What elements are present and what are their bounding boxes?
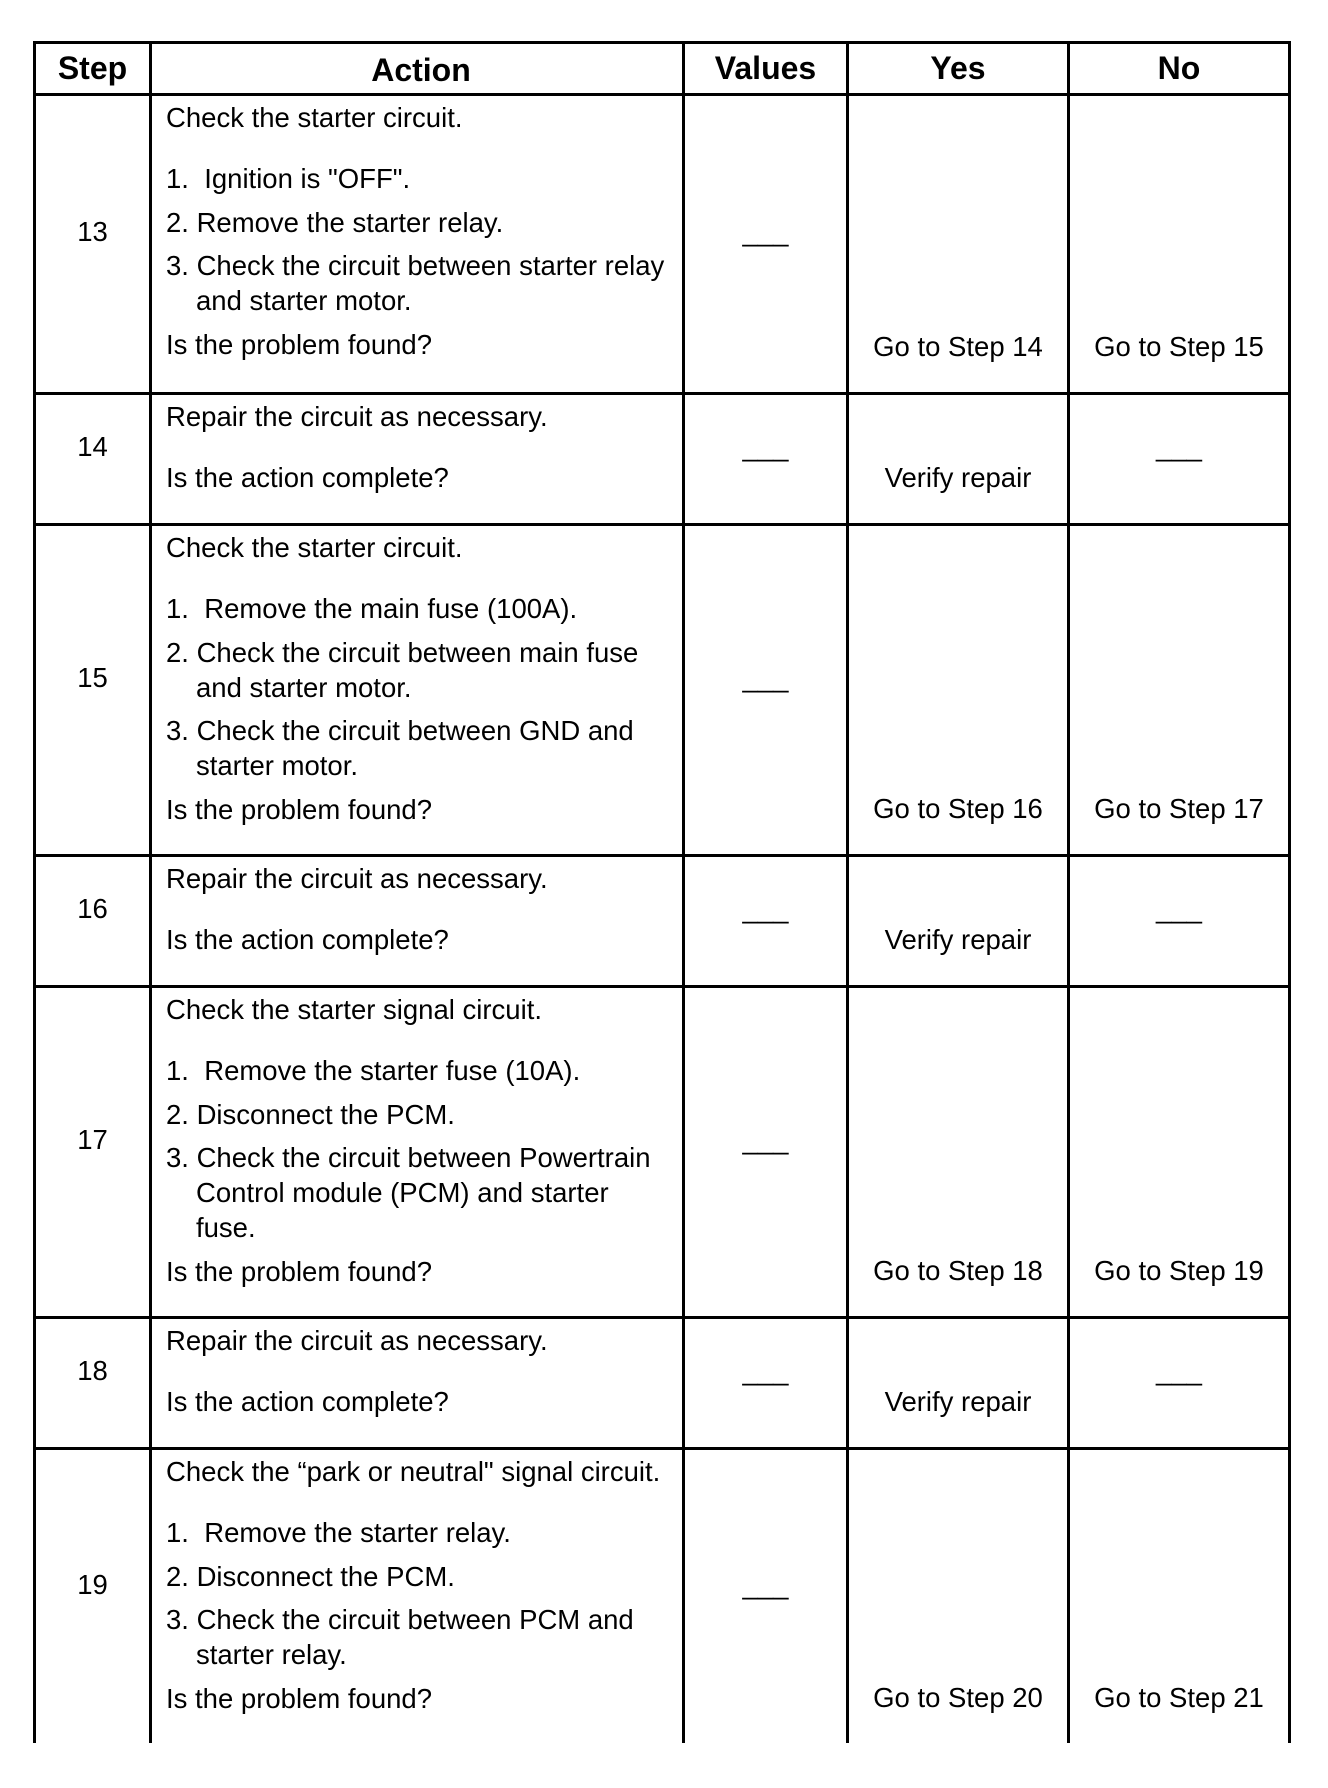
action-question: Is the problem found?	[166, 1682, 433, 1714]
action-cell	[149, 96, 682, 392]
action-intro: Check the starter signal circuit.	[166, 994, 542, 1025]
yes-result: Go to Step 18	[873, 1255, 1043, 1286]
yes-result: Go to Step 14	[873, 331, 1043, 362]
action-question: Is the problem found?	[166, 1255, 433, 1287]
action-intro: Repair the circuit as necessary.	[166, 1325, 548, 1356]
yes-cell	[846, 988, 1067, 1316]
values-cell	[682, 857, 846, 985]
values-text: ___	[742, 1568, 789, 1600]
step-row	[36, 857, 1288, 988]
action-line: and starter motor.	[196, 671, 412, 703]
action-cell	[149, 988, 682, 1316]
step-row	[36, 395, 1288, 526]
action-line: fuse.	[196, 1212, 256, 1244]
table-header-row	[36, 44, 1288, 96]
action-list-item	[166, 1097, 676, 1132]
step-number-cell	[36, 96, 149, 392]
step-number-cell	[36, 395, 149, 523]
header-yes: Yes	[846, 44, 1067, 93]
action-list-item	[166, 248, 676, 318]
action-line: starter relay.	[196, 1639, 347, 1671]
step-row	[36, 988, 1288, 1319]
no-result: Go to Step 19	[1094, 1255, 1264, 1286]
step-number-cell	[36, 1319, 149, 1447]
action-list-item	[166, 1515, 676, 1550]
step-number-cell	[36, 988, 149, 1316]
no-cell	[1067, 526, 1288, 854]
no-cell	[1067, 1450, 1288, 1743]
no-result: Go to Step 15	[1094, 331, 1264, 362]
values-cell	[682, 395, 846, 523]
action-intro: Check the “park or neutral" signal circuit.	[166, 1456, 661, 1487]
action-list-item	[166, 1140, 676, 1245]
yes-result: Verify repair	[884, 462, 1032, 493]
step-row	[36, 1319, 1288, 1450]
action-line: Control module (PCM) and starter	[196, 1177, 609, 1209]
yes-cell	[846, 1319, 1067, 1447]
action-cell	[149, 395, 682, 523]
action-line: 2. Disconnect the PCM.	[166, 1098, 455, 1130]
yes-result: Verify repair	[884, 1386, 1032, 1417]
action-line: 3. Check the circuit between starter relay	[166, 250, 665, 282]
step-number: 19	[77, 1568, 108, 1600]
values-cell	[682, 988, 846, 1316]
yes-result: Go to Step 16	[873, 793, 1043, 824]
action-intro: Check the starter circuit.	[166, 532, 463, 563]
action-list-item	[166, 1053, 676, 1088]
action-list-item	[166, 1602, 676, 1672]
step-number-cell	[36, 1450, 149, 1743]
action-list-item	[166, 205, 676, 240]
step-number: 18	[77, 1355, 108, 1386]
no-cell	[1067, 1319, 1288, 1447]
action-line: 1. Ignition is "OFF".	[166, 163, 411, 194]
action-intro: Repair the circuit as necessary.	[166, 863, 548, 894]
troubleshooting-table	[33, 41, 1291, 1743]
action-list-item	[166, 635, 676, 705]
action-question: Is the action complete?	[166, 462, 449, 493]
no-result: ___	[1156, 893, 1202, 924]
action-list-item	[166, 591, 676, 626]
step-number: 15	[77, 662, 108, 693]
step-number: 17	[77, 1124, 108, 1155]
values-cell	[682, 526, 846, 854]
action-line: 2. Check the circuit between main fuse	[166, 636, 639, 668]
yes-cell	[846, 1450, 1067, 1743]
action-list-item	[166, 1559, 676, 1594]
values-text: ___	[742, 1124, 789, 1155]
step-number: 14	[77, 431, 108, 462]
action-line: 1. Remove the starter fuse (10A).	[166, 1055, 581, 1086]
action-question: Is the problem found?	[166, 328, 433, 360]
action-line: 1. Remove the main fuse (100A).	[166, 593, 578, 624]
action-line: 2. Disconnect the PCM.	[166, 1560, 455, 1592]
values-text: ___	[742, 216, 789, 247]
header-values: Values	[682, 44, 846, 93]
no-result: ___	[1156, 431, 1202, 462]
step-number: 16	[77, 893, 108, 924]
header-no: No	[1067, 44, 1288, 93]
action-line: starter motor.	[196, 750, 358, 782]
yes-result: Verify repair	[884, 924, 1032, 955]
action-line: and starter motor.	[196, 285, 412, 317]
action-line: 3. Check the circuit between Powertrain	[166, 1142, 651, 1174]
values-text: ___	[742, 893, 789, 924]
no-result: ___	[1156, 1355, 1202, 1386]
action-cell	[149, 857, 682, 985]
action-question: Is the problem found?	[166, 793, 433, 825]
action-cell	[149, 1319, 682, 1447]
action-line: 3. Check the circuit between GND and	[166, 715, 634, 747]
values-text: ___	[742, 1355, 789, 1386]
action-cell	[149, 526, 682, 854]
step-row	[36, 526, 1288, 857]
action-line: 3. Check the circuit between PCM and	[166, 1604, 634, 1636]
action-intro: Check the starter circuit.	[166, 102, 463, 133]
action-cell	[149, 1450, 682, 1743]
values-cell	[682, 1319, 846, 1447]
values-text: ___	[742, 431, 789, 462]
yes-cell	[846, 96, 1067, 392]
step-number-cell	[36, 857, 149, 985]
action-line: 1. Remove the starter relay.	[166, 1517, 511, 1548]
values-cell	[682, 1450, 846, 1743]
action-line: 2. Remove the starter relay.	[166, 206, 504, 238]
no-cell	[1067, 988, 1288, 1316]
no-cell	[1067, 96, 1288, 392]
no-result: Go to Step 17	[1094, 793, 1264, 824]
values-cell	[682, 96, 846, 392]
action-question: Is the action complete?	[166, 924, 449, 955]
header-step: Step	[57, 50, 128, 86]
step-number: 13	[77, 216, 108, 247]
step-row	[36, 1450, 1288, 1743]
action-intro: Repair the circuit as necessary.	[166, 401, 548, 432]
yes-cell	[846, 395, 1067, 523]
step-row	[36, 96, 1288, 395]
header-action: Action	[149, 44, 682, 93]
no-cell	[1067, 395, 1288, 523]
action-list-item	[166, 161, 676, 196]
values-text: ___	[742, 662, 789, 693]
no-cell	[1067, 857, 1288, 985]
no-result: Go to Step 21	[1094, 1682, 1264, 1713]
yes-cell	[846, 526, 1067, 854]
step-number-cell	[36, 526, 149, 854]
yes-result: Go to Step 20	[873, 1682, 1043, 1713]
action-list-item	[166, 713, 676, 783]
yes-cell	[846, 857, 1067, 985]
action-question: Is the action complete?	[166, 1386, 449, 1417]
